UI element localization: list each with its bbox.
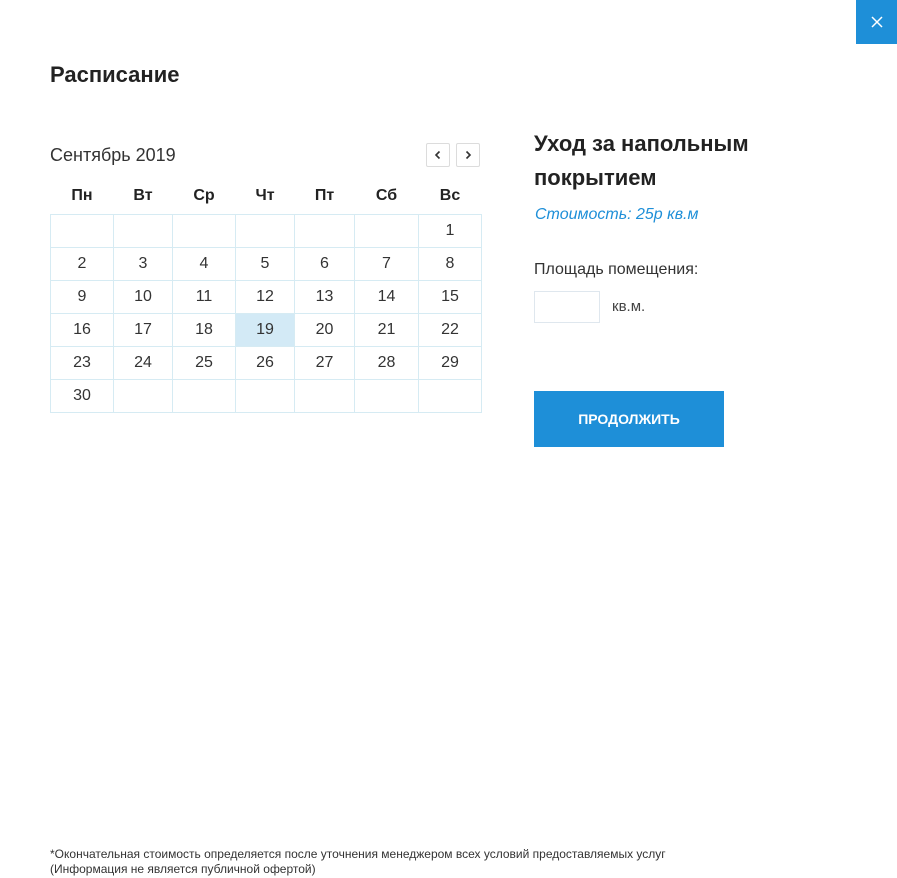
prev-month-button[interactable] [426,143,450,167]
calendar-week-row [51,314,482,347]
calendar-day[interactable]: 6 [295,248,355,281]
calendar-day[interactable]: 25 [173,347,236,380]
service-title: Уход за напольным покрытием [534,131,749,190]
close-icon [871,16,883,28]
calendar-empty-cell [355,380,419,413]
calendar-day[interactable]: 30 [51,380,114,413]
calendar-day[interactable]: 17 [114,314,173,347]
weekday-row [51,178,482,215]
calendar-day[interactable]: 21 [355,314,419,347]
area-label: Площадь помещения: [534,261,699,278]
calendar-day-selected[interactable]: 19 [236,314,295,347]
calendar-day[interactable]: 5 [236,248,295,281]
next-month-button[interactable] [456,143,480,167]
month-label: Сентябрь 2019 [50,145,176,165]
service-price: Стоимость: 25р кв.м [535,206,699,223]
calendar-day[interactable]: 26 [236,347,295,380]
calendar-empty-cell [355,215,419,248]
calendar-empty-cell [114,215,173,248]
calendar-day[interactable]: 3 [114,248,173,281]
calendar-empty-cell [114,380,173,413]
calendar-week-row [51,380,482,413]
calendar-day[interactable]: 9 [51,281,114,314]
calendar-empty-cell [51,215,114,248]
area-input[interactable] [534,291,600,323]
calendar-week-row [51,281,482,314]
disclaimer [50,847,830,877]
weekday-label: Вс [439,187,461,204]
calendar-day[interactable]: 29 [419,347,482,380]
calendar-empty-cell [295,215,355,248]
calendar-day[interactable]: 2 [51,248,114,281]
disclaimer-line: (Информация не является публичной офертой) [50,862,316,876]
weekday-label: Пт [314,187,335,204]
calendar-day[interactable]: 14 [355,281,419,314]
calendar-empty-cell [173,380,236,413]
calendar-empty-cell [419,380,482,413]
calendar-day[interactable]: 24 [114,347,173,380]
calendar-header [50,140,481,170]
calendar-day[interactable]: 1 [419,215,482,248]
chevron-right-icon [464,150,472,160]
calendar-day[interactable]: 20 [295,314,355,347]
calendar-day[interactable]: 8 [419,248,482,281]
calendar-grid [50,178,482,413]
calendar-day[interactable]: 18 [173,314,236,347]
calendar-empty-cell [295,380,355,413]
calendar-empty-cell [236,380,295,413]
close-button[interactable] [856,0,897,44]
calendar-day[interactable]: 16 [51,314,114,347]
calendar-day[interactable]: 7 [355,248,419,281]
calendar-day[interactable]: 4 [173,248,236,281]
continue-button[interactable]: ПРОДОЛЖИТЬ [534,391,724,447]
calendar-day[interactable]: 23 [51,347,114,380]
calendar-week-row [51,248,482,281]
calendar-day[interactable]: 28 [355,347,419,380]
weekday-label: Сб [375,187,398,204]
calendar-empty-cell [236,215,295,248]
calendar-day[interactable]: 22 [419,314,482,347]
calendar-week-row [51,215,482,248]
weekday-label: Вт [133,187,153,204]
calendar-week-row [51,347,482,380]
calendar-day[interactable]: 10 [114,281,173,314]
calendar [50,140,481,404]
chevron-left-icon [434,150,442,160]
calendar-day[interactable]: 11 [173,281,236,314]
calendar-day[interactable]: 15 [419,281,482,314]
disclaimer-line: *Окончательная стоимость определяется после уточнения менеджером всех условий предоставляемых услуг [50,847,666,861]
calendar-day[interactable]: 12 [236,281,295,314]
weekday-label: Ср [193,187,215,204]
page-title: Расписание [50,62,180,87]
weekday-label: Пн [71,187,93,204]
weekday-label: Чт [255,187,275,204]
calendar-day[interactable]: 13 [295,281,355,314]
calendar-day[interactable]: 27 [295,347,355,380]
unit-label: кв.м. [612,298,646,315]
calendar-empty-cell [173,215,236,248]
